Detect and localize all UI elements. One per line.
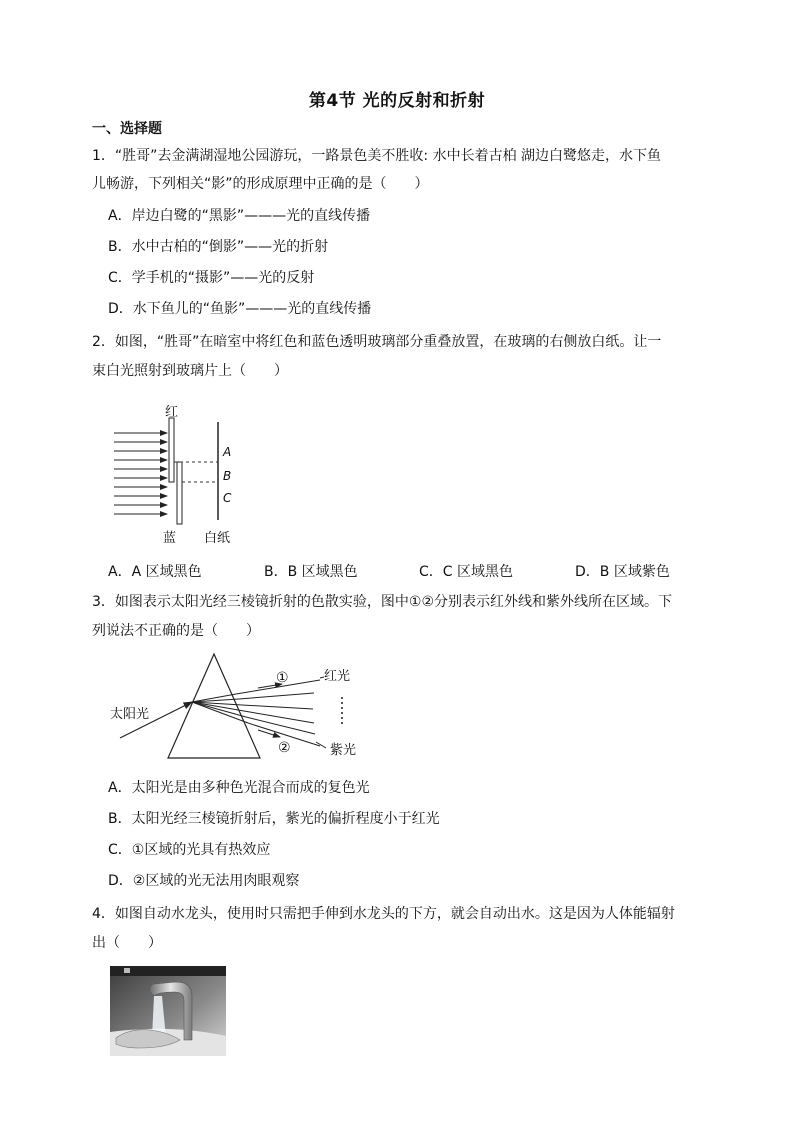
label-white-paper: 白纸 (204, 531, 231, 546)
question-2-line-2: 束白光照射到玻璃片上（ ） (92, 363, 288, 379)
label-c: C (223, 491, 232, 505)
question-3-option-b: B．太阳光经三棱镜折射后，紫光的偏折程度小于红光 (108, 811, 440, 827)
label-b: B (223, 469, 232, 483)
label-a: A (223, 445, 232, 459)
section-heading: 一、选择题 (92, 121, 162, 137)
label-red: 红 (165, 405, 179, 420)
label-region-2: ② (278, 740, 291, 756)
question-1-line-2: 儿畅游，下列相关“影”的形成原理中正确的是（ ） (92, 176, 429, 192)
question-3-option-d: D．②区域的光无法用肉眼观察 (108, 873, 300, 889)
question-4-line-1: 4．如图自动水龙头，使用时只需把手伸到水龙头的下方，就会自动出水。这是因为人体能辐射 (92, 906, 675, 922)
page-title: 第4节 光的反射和折射 (308, 91, 486, 111)
question-1-line-1: 1．“胜哥”去金满湖湿地公园游玩，一路景色美不胜收: 水中长着古柏 湖边白鹭悠走，水下鱼 (92, 148, 662, 164)
label-violet-light: 紫光 (330, 743, 357, 758)
question-2-option-d: D．B 区域紫色 (575, 564, 670, 580)
question-1-option-c: C．学手机的“摄影”——光的反射 (108, 270, 315, 286)
label-region-1: ① (276, 670, 289, 686)
question-3-option-a: A．太阳光是由多种色光混合而成的复色光 (108, 780, 370, 796)
question-1-option-b: B．水中古柏的“倒影”——光的折射 (108, 239, 329, 255)
question-2-line-1: 2．如图，“胜哥”在暗室中将红色和蓝色透明玻璃部分重叠放置，在玻璃的右侧放白纸。让一 (92, 334, 662, 350)
light-rays (114, 433, 167, 514)
question-4-line-2: 出（ ） (92, 935, 162, 951)
question-2-option-b: B．B 区域黑色 (264, 564, 358, 580)
question-3-line-1: 3．如图表示太阳光经三棱镜折射的色散实验，图中①②分别表示红外线和紫外线所在区域。下 (92, 594, 673, 610)
label-sunlight: 太阳光 (110, 707, 150, 722)
question-3-line-2: 列说法不正确的是（ ） (92, 623, 260, 639)
faucet-photo (110, 966, 226, 1056)
question-1-option-d: D．水下鱼儿的“鱼影”———光的直线传播 (108, 301, 372, 317)
question-3-option-c: C．①区域的光具有热效应 (108, 842, 271, 858)
label-blue: 蓝 (163, 531, 177, 546)
label-red-light: 红光 (324, 669, 351, 684)
red-glass (169, 418, 174, 482)
question-1-option-a: A．岸边白鹭的“黑影”———光的直线传播 (108, 208, 371, 224)
blue-glass (177, 462, 182, 524)
question-2-option-a: A．A 区域黑色 (108, 564, 202, 580)
region-2-arrow (258, 730, 280, 737)
prism-diagram (108, 650, 378, 765)
glass-diagram (110, 396, 250, 546)
question-2-option-c: C．C 区域黑色 (419, 564, 514, 580)
